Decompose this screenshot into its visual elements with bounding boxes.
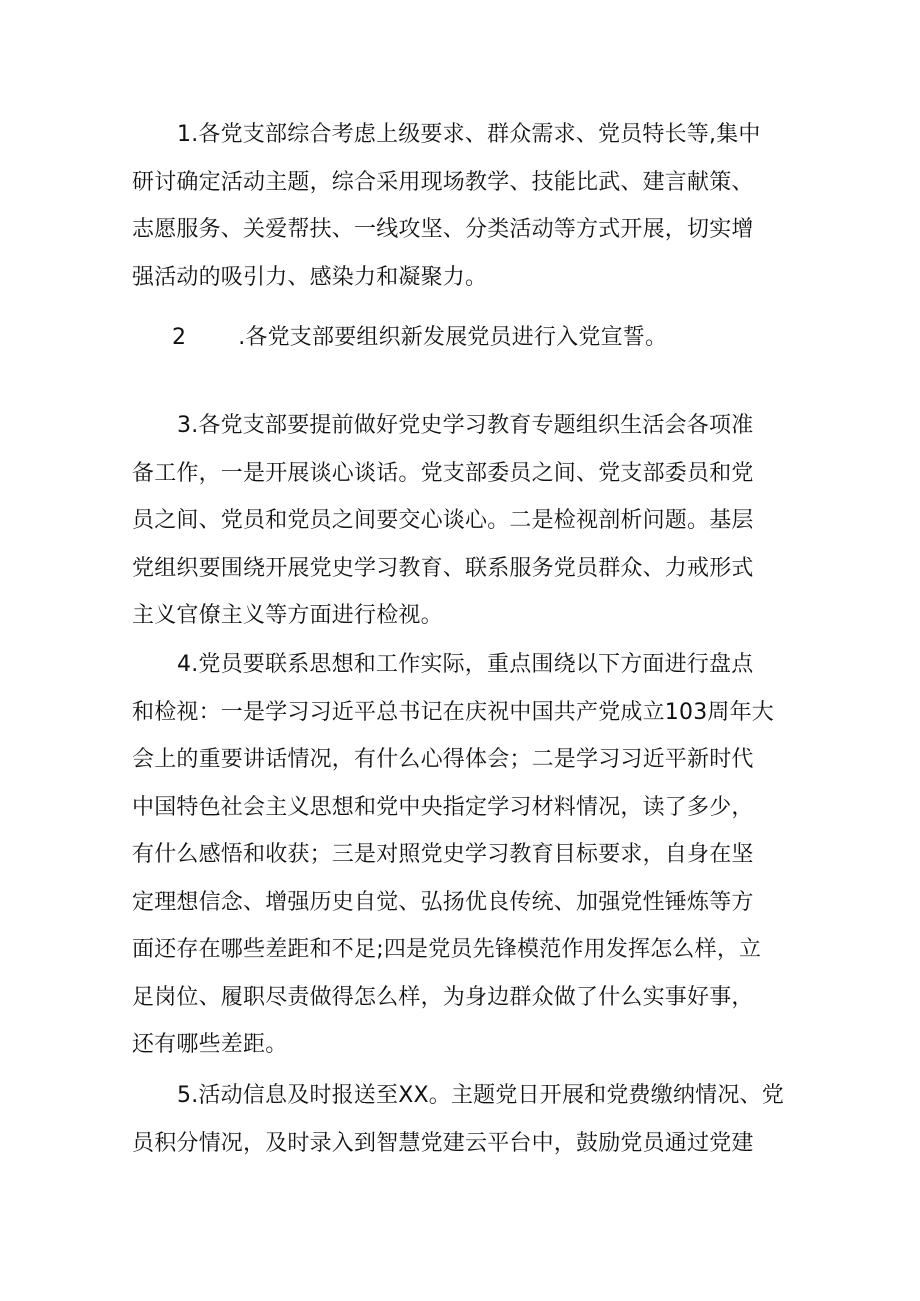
paragraph-text: .各党支部要提前做好党史学习教育专题组织生活会各项准 [191, 413, 754, 438]
paragraph-3 [132, 402, 804, 640]
item-number: 2 [172, 325, 187, 350]
paragraph-line: 定理想信念、增强历史自觉、弘扬优良传统、加强党性锤炼等方 [132, 889, 754, 915]
paragraph-line [132, 314, 804, 362]
item-number: 1 [177, 122, 192, 147]
paragraph-line [132, 641, 804, 689]
paragraph-line: 和检视：一是学习习近平总书记在庆祝中国共产党成立103周年大 [132, 699, 774, 725]
paragraph-line: 中国特色社会主义思想和党中央指定学习材料情况，读了多少， [132, 794, 754, 820]
paragraph-line: 员积分情况，及时录入到智慧党建云平台中，鼓励党员通过党建 [132, 1130, 754, 1156]
paragraph-5 [132, 1072, 804, 1167]
paragraph-text: .活动信息及时报送至XX。主题党日开展和党费缴纳情况、党 [191, 1083, 784, 1108]
paragraph-line: 备工作，一是开展谈心谈话。党支部委员之间、党支部委员和党 [132, 460, 754, 486]
paragraph-2 [132, 314, 804, 362]
paragraph-line: 会上的重要讲话情况，有什么心得体会；二是学习习近平新时代 [132, 747, 754, 772]
paragraph-line [132, 402, 804, 450]
paragraph-text: .各党支部综合考虑上级要求、群众需求、党员特长等,集中 [191, 122, 761, 147]
item-number: 4 [177, 652, 192, 677]
item-number: 5 [177, 1083, 192, 1108]
paragraph-line: 有什么感悟和收获；三是对照党史学习教育目标要求，自身在坚 [132, 842, 754, 867]
paragraph-line: 足岗位、履职尽责做得怎么样，为身边群众做了什么实事好事， [132, 984, 754, 1010]
paragraph-line: 强活动的吸引力、感染力和凝聚力。 [132, 264, 488, 290]
paragraph-line [132, 111, 804, 159]
paragraph-line: 志愿服务、关爱帮扶、一线攻坚、分类活动等方式开展，切实增 [132, 217, 754, 242]
paragraph-line: 研讨确定活动主题，综合采用现场教学、技能比武、建言献策、 [132, 169, 754, 195]
item-number: 3 [177, 413, 192, 438]
paragraph-1 [132, 111, 804, 301]
paragraph-line: 还有哪些差距。 [132, 1032, 288, 1057]
paragraph-text: .各党支部要组织新发展党员进行入党宣誓。 [238, 325, 668, 350]
paragraph-4 [132, 641, 804, 1069]
paragraph-line [132, 1072, 804, 1120]
paragraph-text: .党员要联系思想和工作实际，重点围绕以下方面进行盘点 [191, 652, 754, 677]
paragraph-line: 员之间、党员和党员之间要交心谈心。二是检视剖析问题。基层 [132, 508, 754, 533]
paragraph-line: 主义官僚主义等方面进行检视。 [132, 603, 443, 628]
paragraph-line: 党组织要围绕开展党史学习教育、联系服务党员群众、力戒形式 [132, 555, 754, 581]
paragraph-line: 面还存在哪些差距和不足;四是党员先锋模范作用发挥怎么样，立 [132, 937, 762, 962]
